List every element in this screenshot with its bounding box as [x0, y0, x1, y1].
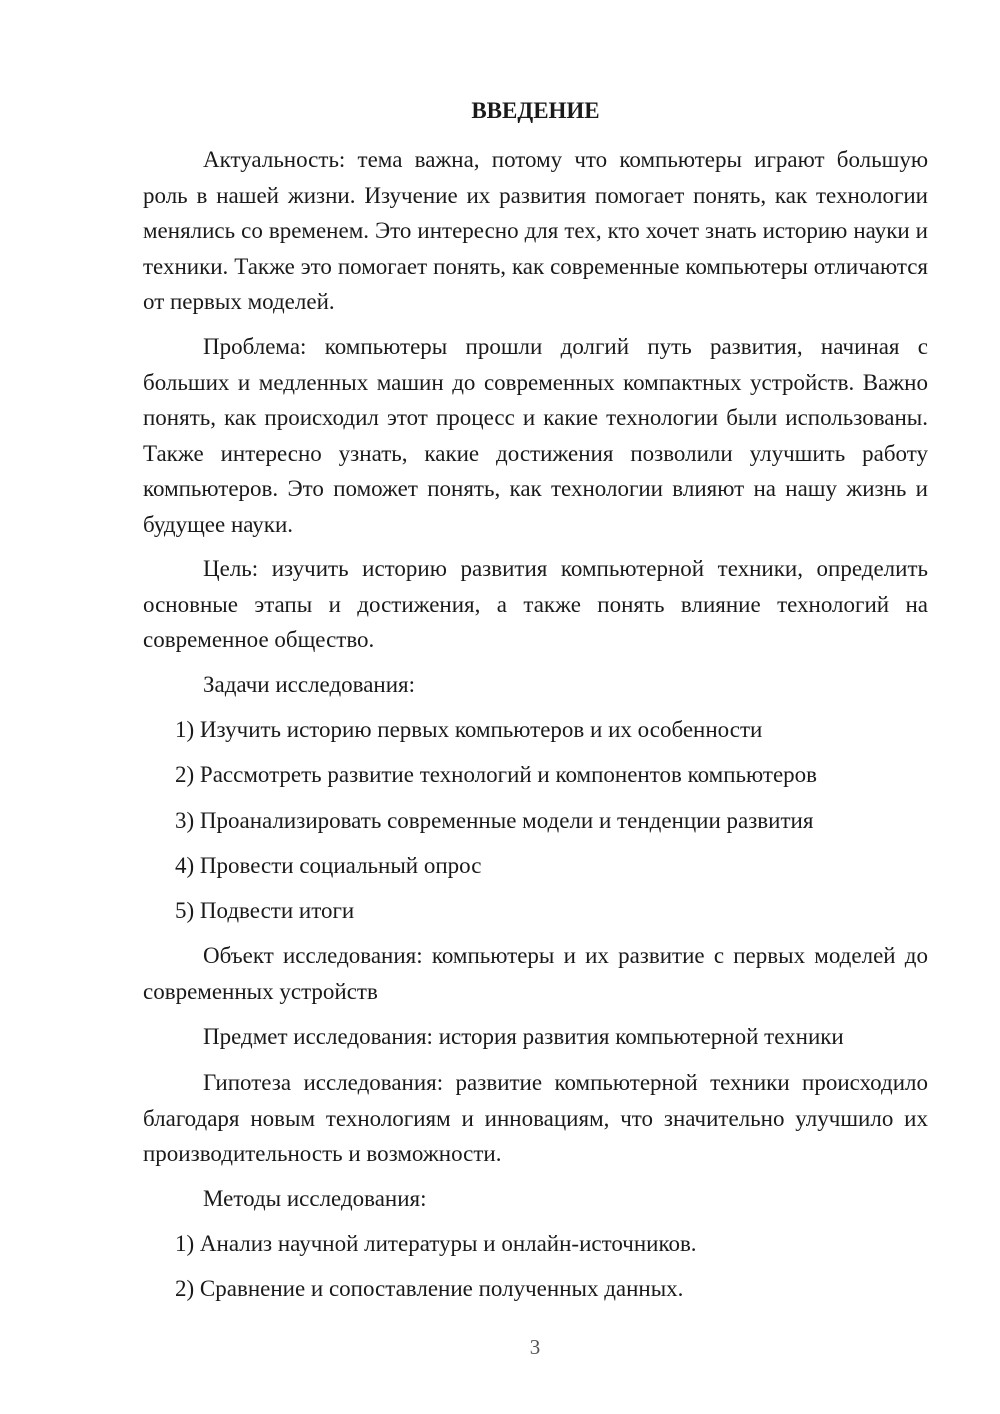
tasks-heading: Задачи исследования: — [203, 672, 416, 697]
task-item: 4) Провести социальный опрос — [175, 853, 482, 878]
task-item: 5) Подвести итоги — [175, 898, 355, 923]
page-number: 3 — [529, 1335, 541, 1359]
goal-paragraph: Цель: изучить историю развития компьютерной техники, определить основные этапы и достижения, а также понять влияние технологий на современное общество. — [143, 556, 928, 652]
subject-paragraph: Предмет исследования: история развития компьютерной техники — [203, 1024, 844, 1049]
page-title: ВВЕДЕНИЕ — [471, 98, 600, 123]
hypothesis-paragraph: Гипотеза исследования: развитие компьютерной техники происходило благодаря новым технологиям и инновациям, что значительно улучшило их производительность и возможности. — [143, 1070, 928, 1166]
problem-paragraph: Проблема: компьютеры прошли долгий путь развития, начиная с больших и медленных машин до современных компактных устройств. Важно понять, как происходил этот процесс и какие технологии были использованы. Также интересно узнать, какие достижения позволили улучшить работу компьютеров. Это поможет понять, как технологии влияют на нашу жизнь и будущее науки. — [143, 334, 928, 537]
methods-heading: Методы исследования: — [203, 1186, 427, 1211]
task-item: 1) Изучить историю первых компьютеров и их особенности — [175, 717, 763, 742]
object-paragraph: Объект исследования: компьютеры и их развитие с первых моделей до современных устройств — [143, 943, 928, 1004]
method-item: 1) Анализ научной литературы и онлайн-источников. — [175, 1231, 697, 1256]
relevance-paragraph: Актуальность: тема важна, потому что компьютеры играют большую роль в нашей жизни. Изучение их развития помогает понять, как технологии менялись со временем. Это интересно для тех, кто хочет знать историю науки и техники. Также это помогает понять, как современные компьютеры отличаются от первых моделей. — [143, 147, 928, 314]
task-item: 3) Проанализировать современные модели и тенденции развития — [175, 808, 814, 833]
task-item: 2) Рассмотреть развитие технологий и компонентов компьютеров — [175, 762, 818, 787]
method-item: 2) Сравнение и сопоставление полученных данных. — [175, 1276, 684, 1301]
